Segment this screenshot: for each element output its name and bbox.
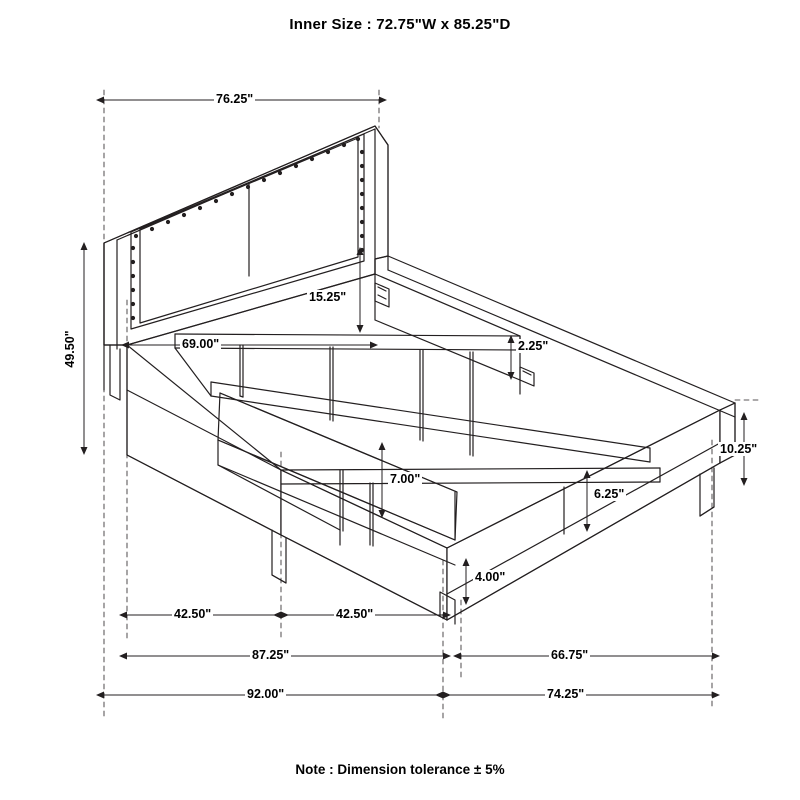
dim-label-leg-height: 4.00" [475,570,506,584]
dim-label-overall-height: 49.50" [63,315,77,383]
dim-label-half-width-left: 42.50" [174,607,212,621]
dim-label-footboard-height: 6.25" [594,487,625,501]
dim-label-half-width-right: 42.50" [336,607,374,621]
dim-label-overall-headboard-width: 76.25" [216,92,254,106]
dim-label-headboard-panel-height: 15.25" [309,290,347,304]
dim-label-side-depth: 66.75" [551,648,589,662]
dim-label-overall-depth: 74.25" [547,687,585,701]
page-title: Inner Size : 72.75"W x 85.25"D [289,16,511,33]
dim-label-headboard-to-rail-depth: 87.25" [252,648,290,662]
tolerance-note: Note : Dimension tolerance ± 5% [295,762,505,777]
dim-label-side-rail-height: 10.25" [720,442,758,456]
dim-label-overall-length: 92.00" [247,687,285,701]
dim-label-inner-headboard-width: 69.00" [182,337,220,351]
dim-label-rail-thickness: 2.25" [518,339,549,353]
dim-label-slat-height: 7.00" [390,472,421,486]
